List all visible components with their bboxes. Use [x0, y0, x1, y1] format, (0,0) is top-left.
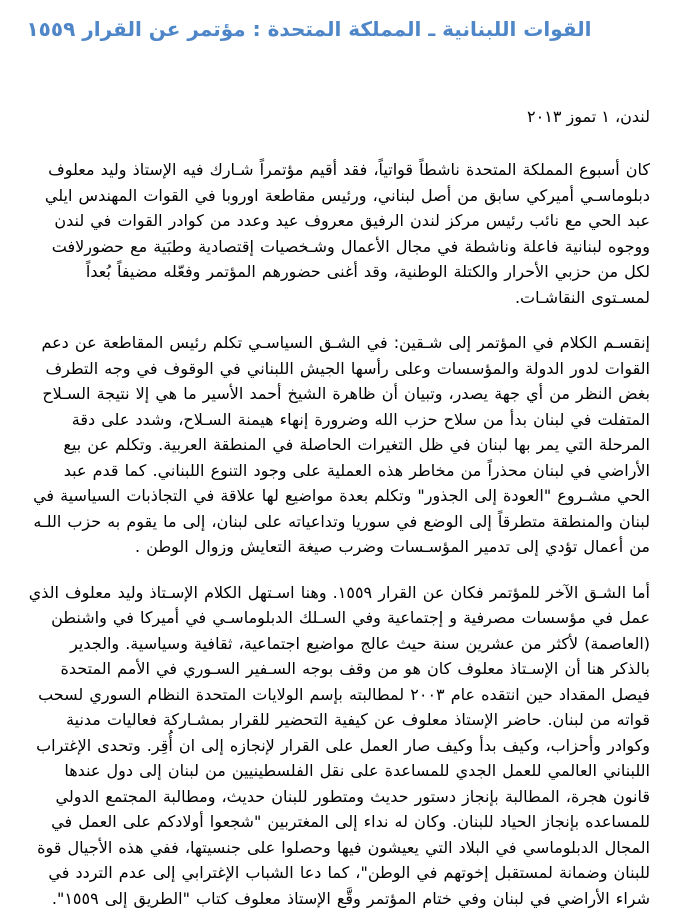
- document-title: القوات اللبنانية ـ المملكة المتحدة : مؤتمر عن القرار ١٥٥٩: [26, 17, 592, 41]
- dateline: لندن، ١ تموز ٢٠١٣: [527, 107, 650, 126]
- paragraph-resolution-1559-section: أما الشـق الآخر للمؤتمر فكان عن القرار ١٥٥٩. وهنا اسـتهل الكلام الإسـتاذ وليد معلوف الذي عمل في مؤسسات مصرفية و إجتماعية وفي السـلك الدبلوماسـي في أميركا في واشنطن (العاصمة) لأكثر من عشرين سنة حيث عالج مواضيع اجتماعية، ثقافية وسياسية. والجدير بالذكر هنا أن الإسـتاذ معلوف كان هو من وقف بوجه السـفير السـوري في الأمم المتحدة فيصل المقداد حين انتقده عام ٢٠٠٣ لمطالبته بإسم الولايات المتحدة النظام السوري لسحب قواته من لبنان. حاضر الإستاذ معلوف عن كيفية التحضير للقرار بمشـاركة فعاليات مدنية وكوادر وأحزاب، وكيف بدأ وكيف صار العمل على القرار لإنجازه إلى ان أُقِر. وتحدى الإغتراب اللبناني العالمي للعمل الجدي للمساعدة على نقل الفلسطينيين من لبنان إلى دول عندها قانون هجرة، المطالبة بإنجاز دستور حديث ومتطور للبنان حديث، ومطالبة المجتمع الدولي للمساعده بإنجاز الحياد للبنان. وكان له نداء إلى المغتربين "شجعوا أولادكم على العمل في المجال الدبلوماسي في البلاد التي يعيشون فيها وحصلوا على جنسيتها، ففي هذه الأجيال قوة للبنان وضمانة لمستقبل إخوتهم في الوطن"، كما دعا الشباب الإغترابي إلى عدم التردد في شراء الأراضي في لبنان وفي ختام المؤتمر وقَّع الإستاذ معلوف كتاب "الطريق إلى ١٥٥٩".: [28, 582, 650, 908]
- paragraph-political-section: إنقسـم الكلام في المؤتمر إلى شـقين: في الشـق السياسـي تكلم رئيس المقاطعة عن دعم القوات لدور الدولة والمؤسسات وعلى رأسها الجيش اللبناني في الوقوف في وجه التطرف بغض النظر من أي جهة يصدر، وتبيان أن ظاهرة الشيخ أحمد الأسير ما هي إلا نتيجة السـلاح المتفلت في لبنان بدأ من سلاح حزب الله وضرورة إنهاء هيمنة السـلاح، وشدد على دقة المرحلة التي يمر بها لبنان في ظل التغيرات الحاصلة في المنطقة العربية. وتكلم عن بيع الأراضي في لبنان محذراً من مخاطر هذه العملية على وجود التنوع اللبناني. كما قدم عبد الحي مشـروع "العودة إلى الجذور" وتكلم بعدة مواضيع لها علاقة في التجاذبات السياسية في لبنان والمنطقة متطرقاً إلى الوضع في سوريا وتداعياته على لبنان، إلى ما يقوم به حزب اللـه من أعمال تؤدي إلى تدمير المؤسـسات وضرب صيغة التعايش وزوال الوطن .: [33, 333, 650, 556]
- paragraph-intro: كان أسبوع المملكة المتحدة ناشطاً قواتياً، فقد أقيم مؤتمراً شـارك فيه الإستاذ وليد معلوف دبلوماسـي أميركي سابق من أصل لبناني، ورئيس مقاطعة اوروبا في القوات المهندس ايلي عبد الحي مع نائب رئيس مركز لندن الرفيق معروف عيد وعدد من كوادر القوات في لندن ووجوه لبنانية فاعلة وناشطة في مجال الأعمال وشـخصيات إقتصادية وطبَية مع حضورلافت لكل من حزبي الأحرار والكتلة الوطنية، وقد أغنى حضورهم المؤتمر وفعّله مضيفاً بُعداً لمسـتوى النقاشـات.: [44, 160, 650, 307]
